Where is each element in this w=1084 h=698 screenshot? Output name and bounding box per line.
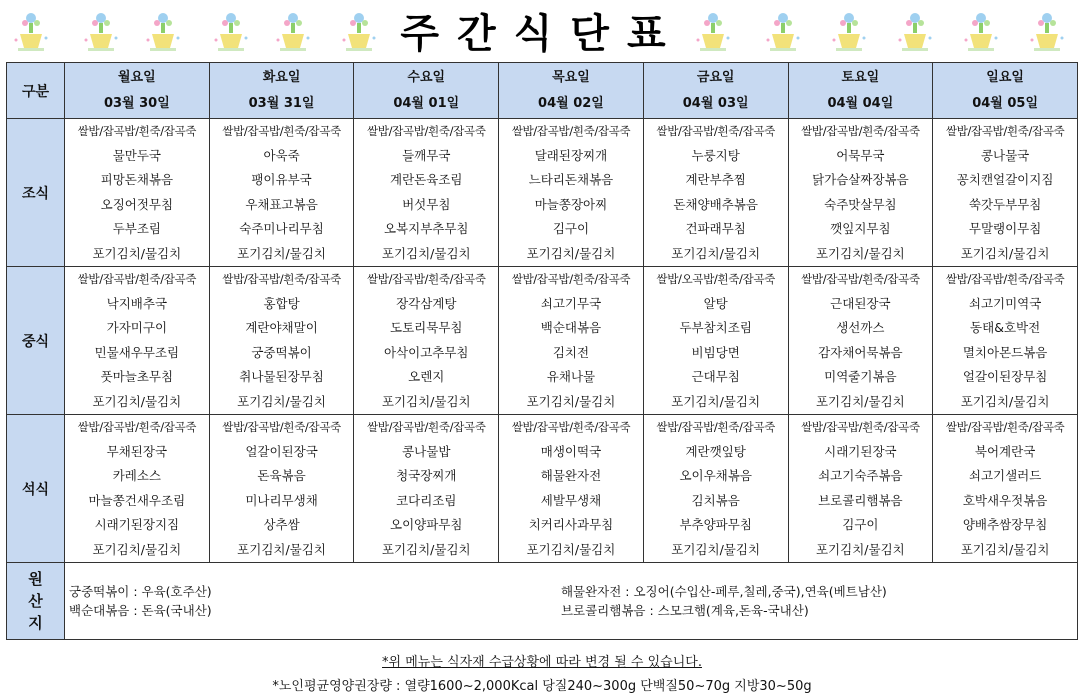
menu-item: 포기김치/물김치	[526, 245, 616, 261]
menu-item: 쌀밥/잡곡밥/흰죽/잡곡죽	[367, 272, 486, 286]
menu-cell	[209, 415, 354, 563]
day-name: 토요일	[841, 69, 880, 85]
menu-item: 미나리무생채	[245, 492, 318, 508]
menu-item: 낙지배추국	[106, 295, 168, 311]
day-date: 04월 05일	[972, 95, 1039, 111]
menu-item: 풋마늘초무침	[100, 369, 174, 384]
menu-item: 유채나물	[546, 369, 596, 384]
menu-item: 버섯무침	[402, 196, 451, 212]
day-date: 03월 30일	[103, 95, 170, 111]
menu-item: 가자미구이	[106, 320, 168, 335]
day-header	[933, 63, 1078, 119]
menu-item: 두부참치조림	[679, 320, 752, 335]
menu-item: 상추쌈	[263, 517, 300, 532]
menu-cell	[499, 415, 644, 563]
menu-item: 쌀밥/잡곡밥/흰죽/잡곡죽	[77, 272, 197, 286]
page-header	[0, 0, 1084, 60]
menu-item: 포기김치/물김치	[92, 541, 182, 557]
menu-item: 쑥갓두부무침	[968, 196, 1042, 212]
day-name: 금요일	[696, 69, 735, 85]
menu-item: 백순대볶음	[540, 320, 602, 335]
menu-item: 포기김치/물김치	[526, 393, 616, 409]
menu-item: 쌀밥/잡곡밥/흰죽/잡곡죽	[222, 272, 341, 286]
menu-item: 해물완자전	[540, 468, 602, 483]
menu-cell	[65, 119, 210, 267]
menu-cell	[933, 415, 1078, 563]
menu-item: 쌀밥/잡곡밥/흰죽/잡곡죽	[945, 124, 1065, 138]
menu-item: 미역줄기볶음	[824, 369, 897, 384]
menu-item: 쌀밥/잡곡밥/흰죽/잡곡죽	[945, 272, 1065, 286]
day-header	[499, 63, 644, 119]
origin-right-column	[561, 582, 1053, 620]
origin-label-char: 원	[28, 570, 43, 588]
day-name: 화요일	[262, 69, 301, 85]
menu-item: 쌀밥/잡곡밥/흰죽/잡곡죽	[801, 124, 920, 138]
menu-cell	[209, 119, 354, 267]
day-header	[209, 63, 354, 119]
menu-item: 쌀밥/잡곡밥/흰죽/잡곡죽	[77, 124, 197, 138]
menu-item: 감자채어묵볶음	[818, 344, 903, 360]
menu-item: 브로콜리햄볶음	[818, 492, 903, 508]
menu-item: 느타리돈채볶음	[528, 172, 614, 187]
day-header	[643, 63, 788, 119]
menu-item: 쌀밥/잡곡밥/흰죽/잡곡죽	[945, 420, 1065, 434]
weekly-menu-table	[6, 62, 1078, 640]
menu-item: 쌀밥/오곡밥/흰죽/잡곡죽	[656, 272, 775, 286]
menu-item: 포기김치/물김치	[381, 245, 471, 261]
origin-item: 해물완자전 : 오징어(수입산-페루,칠레,중국),연육(베트남산)	[560, 584, 887, 599]
menu-item: 매생이떡국	[540, 443, 602, 459]
menu-item: 포기김치/물김치	[815, 393, 905, 409]
menu-item: 근대무침	[691, 369, 740, 384]
menu-item: 쌀밥/잡곡밥/흰죽/잡곡죽	[511, 420, 631, 434]
menu-item: 쇠고기무국	[540, 295, 602, 311]
meal-label: 석식	[7, 415, 65, 563]
menu-item: 김구이	[552, 221, 590, 236]
menu-item: 무채된장국	[106, 443, 168, 459]
day-date: 04월 01일	[393, 95, 460, 111]
menu-cell	[788, 267, 933, 415]
menu-item: 들깨무국	[402, 147, 451, 163]
menu-item: 민물새우무조림	[94, 344, 180, 360]
menu-item: 얼갈이된장무침	[962, 369, 1048, 384]
menu-item: 쇠고기샐러드	[968, 468, 1042, 483]
day-date: 04월 02일	[538, 95, 604, 111]
menu-cell	[209, 267, 354, 415]
menu-item: 누룽지탕	[691, 147, 740, 163]
origin-left-column	[69, 582, 561, 620]
menu-item: 피망돈채볶음	[100, 172, 174, 187]
menu-item: 홍합탕	[263, 295, 300, 311]
menu-item: 포기김치/물김치	[671, 393, 761, 409]
menu-item: 콩나물국	[980, 147, 1030, 163]
menu-item: 계란깻잎탕	[685, 443, 746, 459]
menu-item: 쌀밥/잡곡밥/흰죽/잡곡죽	[511, 272, 631, 286]
menu-item: 포기김치/물김치	[815, 541, 905, 557]
origin-label-char: 산	[28, 592, 43, 610]
menu-item: 아욱죽	[263, 147, 300, 163]
menu-item: 계란돈육조림	[390, 172, 463, 187]
meal-row	[7, 267, 1078, 415]
menu-item: 포기김치/물김치	[237, 245, 326, 261]
menu-item: 시래기된장지짐	[94, 517, 180, 532]
category-header: 구분	[7, 63, 65, 119]
menu-item: 동태&호박전	[970, 320, 1041, 335]
menu-item: 오렌지	[408, 369, 445, 384]
menu-item: 오복지부추무침	[383, 221, 469, 236]
origin-details	[65, 563, 1078, 640]
menu-item: 청국장찌개	[396, 468, 457, 483]
meal-row	[7, 415, 1078, 563]
menu-item: 포기김치/물김치	[671, 245, 761, 261]
origin-label	[7, 563, 65, 640]
menu-cell	[933, 119, 1078, 267]
menu-item: 오이우채볶음	[679, 468, 752, 483]
menu-item: 마늘쫑건새우조림	[88, 492, 186, 508]
menu-cell	[65, 415, 210, 563]
menu-cell	[354, 415, 499, 563]
day-name: 수요일	[407, 69, 446, 85]
day-header	[65, 63, 210, 119]
menu-item: 아삭이고추무침	[383, 344, 469, 360]
day-header	[354, 63, 499, 119]
menu-item: 건파래무침	[685, 221, 746, 236]
menu-item: 알탕	[703, 295, 728, 311]
menu-cell	[65, 267, 210, 415]
menu-item: 치커리사과무침	[528, 517, 614, 532]
menu-item: 북어계란국	[974, 443, 1036, 459]
change-notice: *위 메뉴는 식자재 수급상황에 따라 변경 될 수 있습니다.	[382, 655, 702, 670]
menu-item: 호박새우젓볶음	[962, 492, 1048, 508]
menu-item: 쇠고기미역국	[968, 295, 1042, 311]
menu-item: 오이양파무침	[390, 517, 463, 532]
menu-item: 부추양파무침	[679, 517, 752, 532]
menu-item: 포기김치/물김치	[526, 541, 616, 557]
day-name: 목요일	[552, 69, 590, 85]
menu-item: 궁중떡볶이	[251, 344, 312, 360]
menu-item: 생선까스	[836, 320, 885, 335]
menu-item: 포기김치/물김치	[815, 245, 905, 261]
menu-item: 취나물된장무침	[239, 369, 324, 384]
nutrition-note: *노인평균영양권장량 : 열량1600~2,000Kcal 당질240~300g 단백질50~70g 지방30~50g	[272, 679, 812, 694]
menu-item: 김치볶음	[691, 492, 740, 508]
meal-label: 중식	[7, 267, 65, 415]
menu-item: 오징어젓무침	[100, 196, 174, 212]
menu-item: 쌀밥/잡곡밥/흰죽/잡곡죽	[77, 420, 197, 434]
menu-item: 계란야채말이	[245, 320, 318, 335]
page-title: 주간식단표	[400, 11, 684, 57]
menu-item: 쌀밥/잡곡밥/흰죽/잡곡죽	[511, 124, 631, 138]
day-name: 일요일	[986, 69, 1024, 85]
menu-cell	[354, 267, 499, 415]
menu-item: 쌀밥/잡곡밥/흰죽/잡곡죽	[222, 124, 341, 138]
menu-item: 김구이	[842, 517, 879, 532]
menu-item: 계란부추찜	[685, 172, 746, 187]
menu-item: 도토리묵무침	[390, 320, 463, 335]
origin-row	[7, 563, 1078, 640]
menu-cell	[499, 267, 644, 415]
menu-item: 쌀밥/잡곡밥/흰죽/잡곡죽	[367, 124, 486, 138]
menu-item: 장각삼계탕	[396, 295, 457, 311]
menu-item: 쌀밥/잡곡밥/흰죽/잡곡죽	[656, 124, 775, 138]
menu-item: 쌀밥/잡곡밥/흰죽/잡곡죽	[801, 272, 920, 286]
origin-item: 브로콜리햄볶음 : 스모크햄(계육,돈육-국내산)	[560, 603, 809, 618]
header-row	[7, 63, 1078, 119]
menu-item: 닭가슴살짜장볶음	[812, 172, 909, 187]
menu-item: 우채표고볶음	[245, 196, 318, 212]
meal-row	[7, 119, 1078, 267]
menu-item: 시래기된장국	[824, 443, 897, 459]
menu-item: 세발무생채	[540, 492, 602, 508]
day-header	[788, 63, 933, 119]
menu-cell	[788, 415, 933, 563]
day-name: 월요일	[118, 69, 156, 85]
menu-item: 포기김치/물김치	[237, 393, 326, 409]
menu-cell	[499, 119, 644, 267]
menu-item: 돈채양배추볶음	[673, 196, 758, 212]
menu-item: 포기김치/물김치	[960, 393, 1050, 409]
menu-cell	[788, 119, 933, 267]
menu-item: 카레소스	[112, 468, 161, 483]
menu-item: 어묵무국	[836, 147, 885, 163]
menu-item: 포기김치/물김치	[92, 245, 182, 261]
menu-item: 근대된장국	[830, 295, 891, 311]
day-date: 04월 04일	[827, 95, 894, 111]
menu-item: 포기김치/물김치	[960, 541, 1050, 557]
menu-item: 콩나물밥	[402, 443, 451, 459]
menu-item: 쌀밥/잡곡밥/흰죽/잡곡죽	[367, 420, 486, 434]
menu-item: 얼갈이된장국	[245, 443, 318, 459]
menu-item: 멸치아몬드볶음	[962, 344, 1048, 360]
menu-item: 꽁치캔얼갈이지짐	[956, 172, 1054, 187]
menu-cell	[354, 119, 499, 267]
day-date: 04월 03일	[682, 95, 749, 111]
menu-item: 깻잎지무침	[830, 221, 891, 236]
menu-item: 물만두국	[112, 147, 161, 163]
menu-item: 쇠고기숙주볶음	[818, 468, 903, 483]
meal-label: 조식	[7, 119, 65, 267]
menu-item: 무말랭이무침	[968, 221, 1042, 236]
menu-item: 비빔당면	[691, 344, 740, 360]
menu-item: 쌀밥/잡곡밥/흰죽/잡곡죽	[656, 420, 775, 434]
menu-item: 돈육볶음	[257, 468, 306, 483]
menu-item: 양배추쌈장무침	[962, 517, 1048, 532]
menu-cell	[643, 415, 788, 563]
menu-item: 포기김치/물김치	[671, 541, 761, 557]
menu-item: 마늘쫑장아찌	[534, 196, 608, 212]
menu-item: 쌀밥/잡곡밥/흰죽/잡곡죽	[222, 420, 341, 434]
menu-cell	[933, 267, 1078, 415]
menu-item: 코다리조림	[396, 492, 457, 508]
menu-item: 달래된장찌개	[534, 147, 608, 163]
menu-item: 숙주맛살무침	[824, 196, 897, 212]
menu-cell	[643, 267, 788, 415]
menu-cell	[643, 119, 788, 267]
menu-item: 숙주미나리무침	[239, 221, 324, 236]
menu-item: 포기김치/물김치	[381, 393, 471, 409]
menu-item: 포기김치/물김치	[381, 541, 471, 557]
menu-item: 팽이유부국	[251, 172, 312, 187]
menu-item: 포기김치/물김치	[960, 245, 1050, 261]
menu-item: 포기김치/물김치	[92, 393, 182, 409]
origin-item: 백순대볶음 : 돈육(국내산)	[69, 603, 212, 618]
menu-item: 두부조림	[112, 221, 161, 236]
menu-item: 김치전	[552, 344, 590, 360]
day-date: 03월 31일	[248, 95, 315, 111]
menu-item: 쌀밥/잡곡밥/흰죽/잡곡죽	[801, 420, 920, 434]
origin-label-char: 지	[28, 614, 43, 632]
menu-item: 포기김치/물김치	[237, 541, 326, 557]
origin-item: 궁중떡볶이 : 우육(호주산)	[69, 584, 212, 599]
